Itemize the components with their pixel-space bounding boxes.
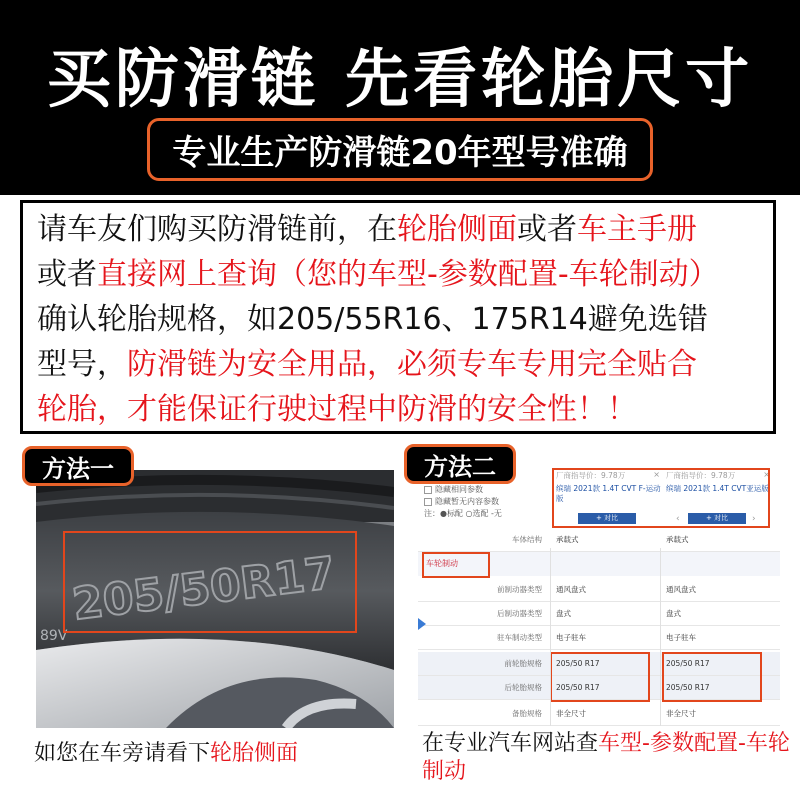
tire-load-marking: 89V [40,628,68,644]
spec-row: 前制动器类型 通风盘式 通风盘式 [418,578,780,602]
spec-row-front-tire: 前轮胎规格 205/50 R17 205/50 R17 [418,652,780,676]
tire-spec-highlight-1 [550,652,650,702]
notice-line-3: 确认轮胎规格，如205/55R16、175R14避免选错 [37,302,708,337]
close-icon[interactable]: × [763,470,770,479]
notice-line-4: 型号，防滑链为安全用品，必须专车专用完全贴合 [37,347,697,382]
next-icon[interactable]: › [752,514,756,524]
compare-button[interactable]: + 对比 [688,513,746,524]
page-title: 买防滑链 先看轮胎尺寸 [46,43,754,117]
notice-line-5: 轮胎，才能保证行驶过程中防滑的安全性！！ [37,392,637,427]
spec-row: 备胎规格 非全尺寸 非全尺寸 [418,702,780,726]
scroll-arrow-icon[interactable] [418,618,426,630]
spec-row: 后制动器类型 盘式 盘式 [418,602,780,626]
notice-line-1: 请车友们购买防滑链前，在轮胎侧面或者车主手册 [37,212,697,247]
section-highlight-box [422,552,490,578]
header-banner [0,0,800,195]
car-spec-webpage [418,468,780,726]
section-wheel-brake[interactable]: 车轮制动 [418,552,780,576]
close-icon[interactable]: × [653,470,660,479]
method-one-tag: 方法一 [22,446,134,486]
checkbox-icon[interactable] [424,498,432,506]
tire-spec-highlight-2 [662,652,762,702]
car-card-2: 厂商指导价：9.78万 缤瑞 2021款 1.4T CVT亚运版 ‹ + 对比 › × [666,470,770,524]
spec-row-rear-tire: 后轮胎规格 205/50 R17 205/50 R17 [418,676,780,700]
notice-box [20,200,776,434]
car-card-1: 厂商指导价：9.78万 缤瑞 2021款 1.4T CVT F-运动版 + 对比 × [556,470,661,522]
spec-row: 车体结构 承载式 承载式 [418,528,780,552]
tire-size-marking: 205/50R17 [69,547,339,631]
spec-row: 驻车制动类型 电子驻车 电子驻车 [418,626,780,650]
spec-filters: 隐藏相同参数 隐藏暂无内容参数 注：●标配 ○选配 -无 [424,485,502,518]
method-one-caption: 如您在车旁请看下轮胎侧面 [34,741,299,766]
compare-button[interactable]: + 对比 [578,513,636,524]
notice-line-2: 或者直接网上查询（您的车型-参数配置-车轮制动） [37,257,719,292]
method-two-tag: 方法二 [404,444,516,484]
tire-photo [36,470,394,728]
slogan-badge: 专业生产防滑链20年型号准确 [147,118,652,181]
method-two-caption: 在专业汽车网站查车型-参数配置-车轮制动 [422,731,790,784]
car-highlight-box [552,468,770,528]
prev-icon[interactable]: ‹ [676,514,680,524]
